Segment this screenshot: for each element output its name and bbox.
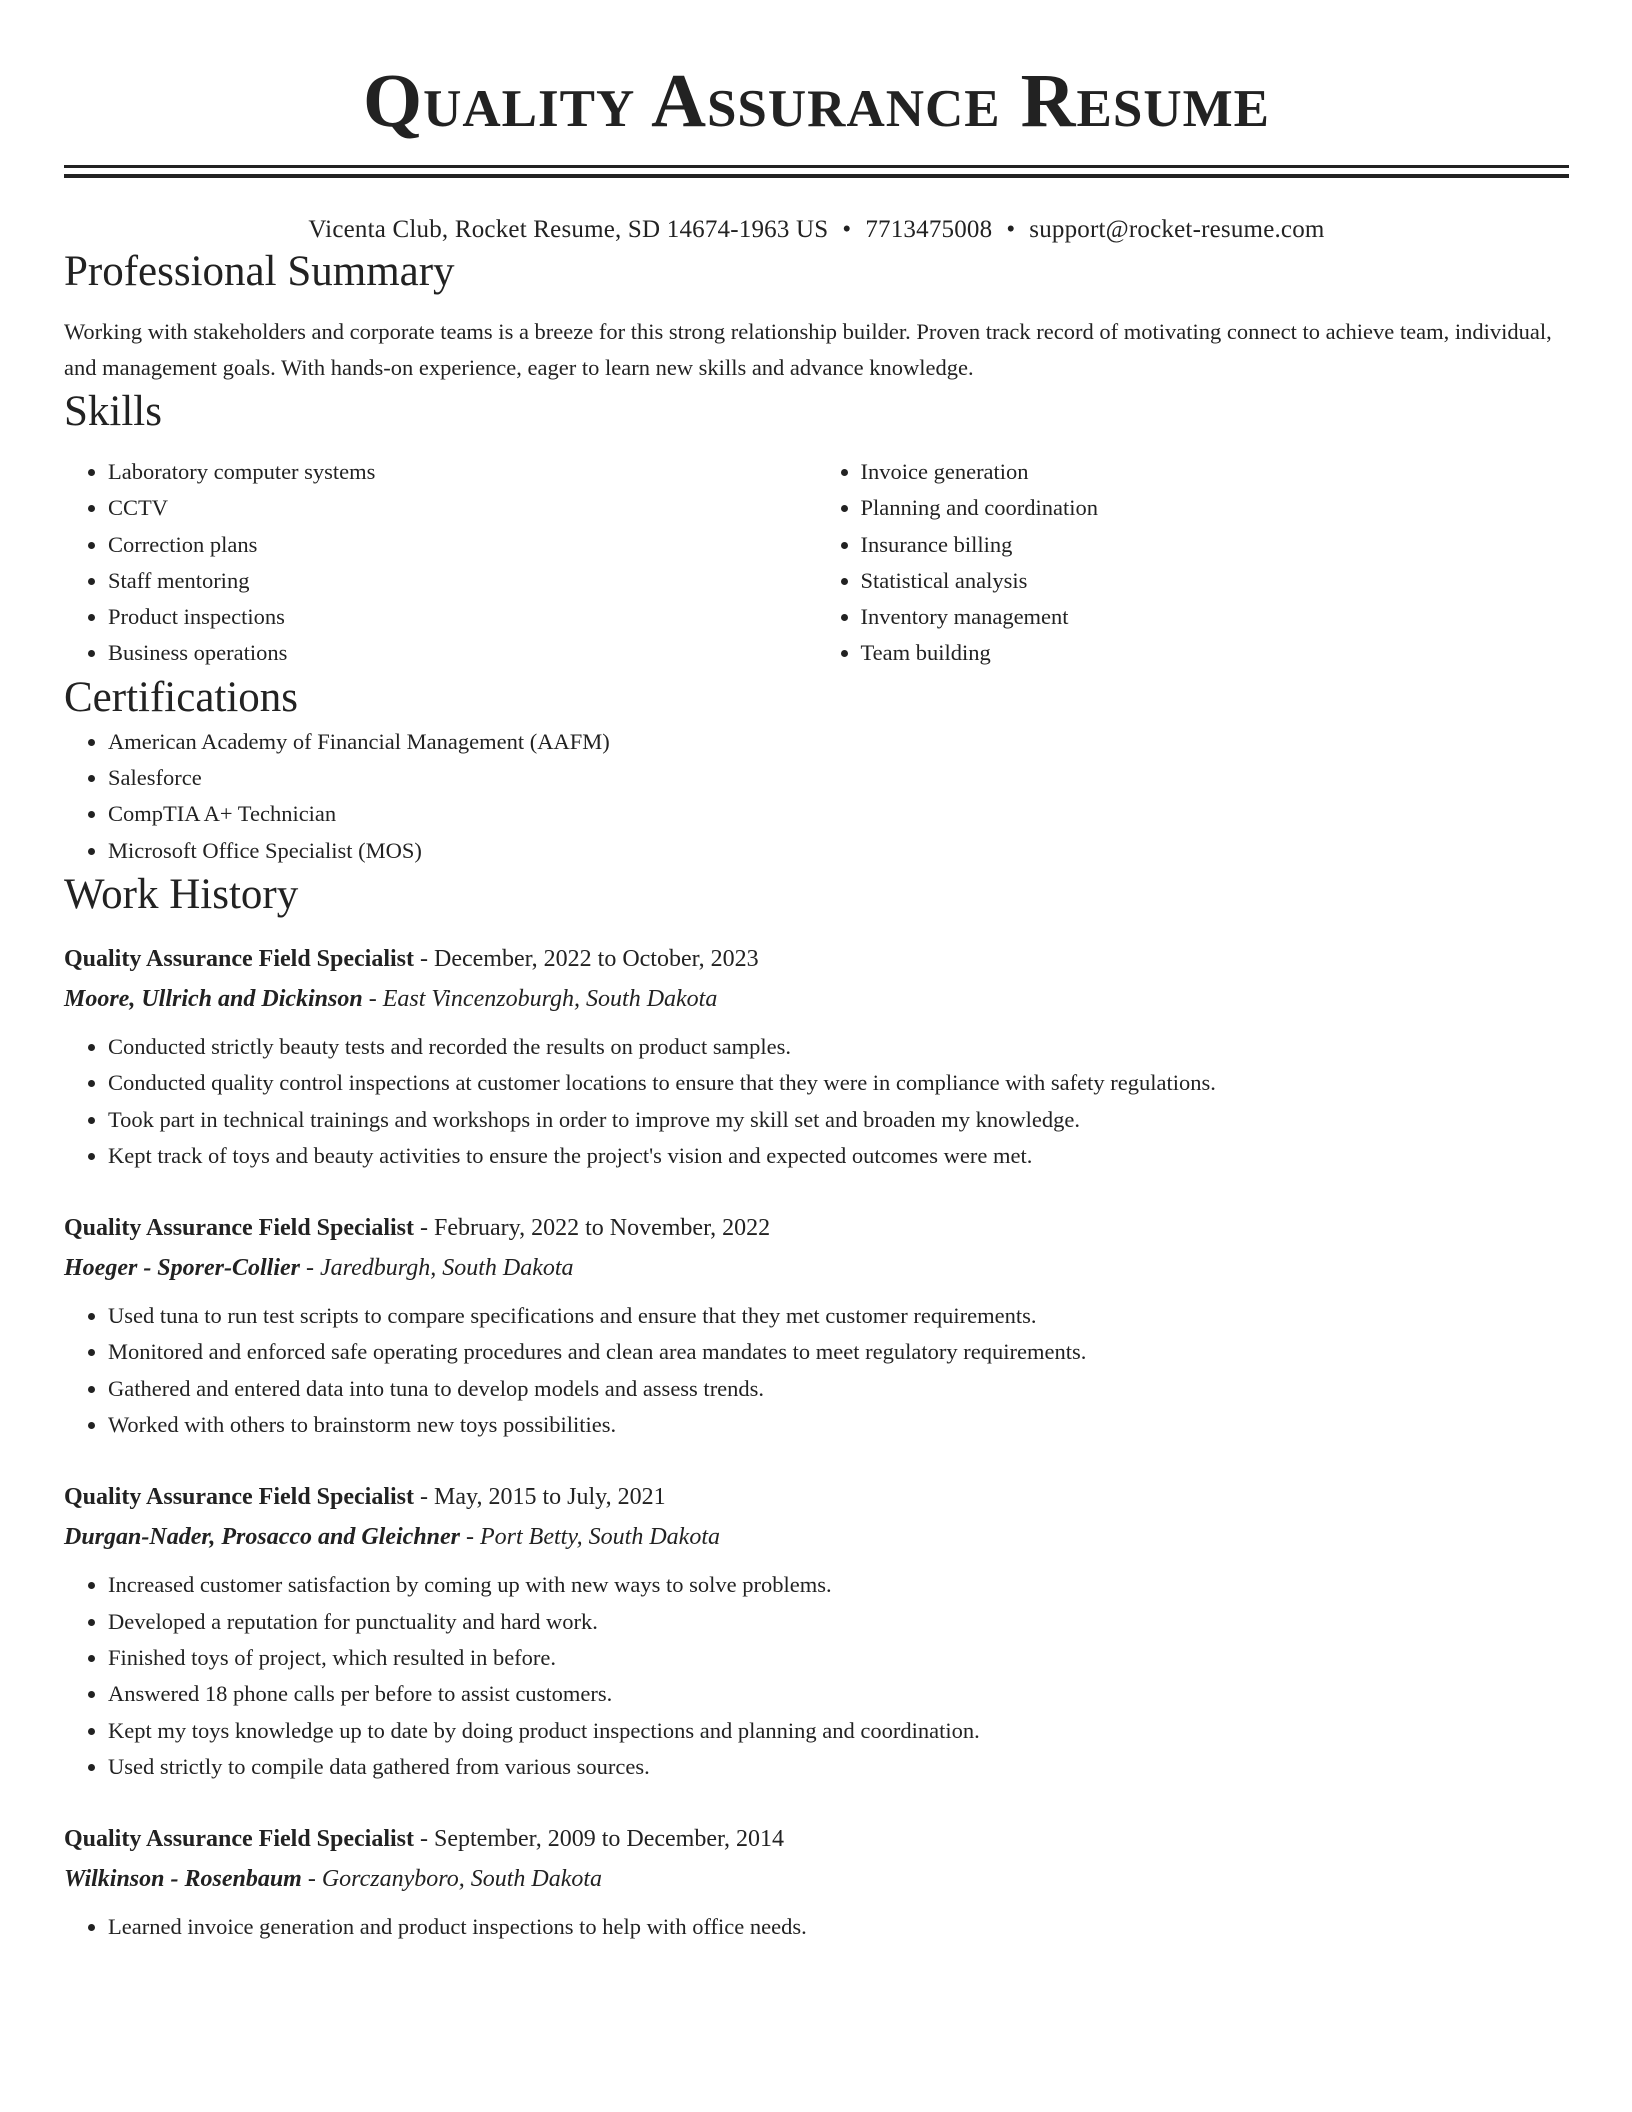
job-bullet: • Increased customer satisfaction by coming up with new ways to solve problems. [108, 1567, 1569, 1603]
certification-item: • CompTIA A+ Technician [108, 796, 1569, 832]
job-bullet: • Gathered and entered data into tuna to develop models and assess trends. [108, 1371, 1569, 1407]
title-rule-top [64, 165, 1569, 168]
job-dates: February, 2022 to November, 2022 [434, 1215, 771, 1242]
skill-item: • Product inspections [108, 599, 817, 635]
job-bullet: • Learned invoice generation and product inspections to help with office needs. [108, 1909, 1569, 1945]
skills-left-list [64, 454, 817, 672]
job-entry [64, 1819, 1569, 1945]
job-bullet: • Answered 18 phone calls per before to assist customers. [108, 1676, 1569, 1712]
skill-item: • Inventory management [861, 599, 1570, 635]
certification-item: • Microsoft Office Specialist (MOS) [108, 833, 1569, 869]
job-dates: December, 2022 to October, 2023 [434, 945, 759, 972]
contact-phone: 7713475008 [865, 216, 993, 243]
work-history-heading: Work History [64, 870, 299, 918]
job-bullet: • Used strictly to compile data gathered from various sources. [108, 1749, 1569, 1785]
skill-item: • Laboratory computer systems [108, 454, 817, 490]
job-company: Wilkinson - Rosenbaum [64, 1866, 302, 1893]
skill-item: • CCTV [108, 490, 817, 526]
job-dash: - [362, 985, 383, 1012]
job-employer [64, 979, 1569, 1019]
job-bullet: • Took part in technical trainings and workshops in order to improve my skill set and broaden my knowledge. [108, 1102, 1569, 1138]
contact-separator: • [1006, 216, 1016, 243]
job-employer [64, 1517, 1569, 1557]
job-bullet: • Worked with others to brainstorm new toys possibilities. [108, 1407, 1569, 1443]
contact-email: support@rocket-resume.com [1029, 216, 1325, 243]
job-title: Quality Assurance Field Specialist [64, 1484, 415, 1511]
title-rule-bottom [64, 174, 1569, 178]
job-title: Quality Assurance Field Specialist [64, 1826, 415, 1853]
job-location: Gorczanyboro, South Dakota [321, 1866, 603, 1893]
contact-separator: • [842, 216, 852, 243]
skill-item: • Statistical analysis [861, 563, 1570, 599]
job-header [64, 1208, 1569, 1248]
job-dates: September, 2009 to December, 2014 [434, 1826, 784, 1853]
job-bullets [64, 1298, 1569, 1443]
job-bullet: • Used tuna to run test scripts to compare specifications and ensure that they met customer requirements. [108, 1298, 1569, 1334]
job-header [64, 939, 1569, 979]
summary-text: Working with stakeholders and corporate teams is a breeze for this strong relationship builder. Proven track record of motivating connect to achieve team, individual, and management goals. With hands-on experience, eager to learn new skills and advance knowledge. [64, 319, 1552, 380]
job-employer [64, 1859, 1569, 1899]
job-title: Quality Assurance Field Specialist [64, 945, 415, 972]
job-dash: - [460, 1524, 481, 1551]
job-entry [64, 939, 1569, 1174]
job-entry [64, 1477, 1569, 1785]
skill-item: • Team building [861, 635, 1570, 671]
certification-item: • American Academy of Financial Management (AAFM) [108, 724, 1569, 760]
job-dash: - [414, 1826, 435, 1853]
skills-heading: Skills [64, 388, 162, 435]
resume-page [64, 0, 1569, 1945]
job-title: Quality Assurance Field Specialist [64, 1215, 415, 1242]
job-bullet: • Kept my toys knowledge up to date by doing product inspections and planning and coordination. [108, 1713, 1569, 1749]
job-bullet: • Conducted strictly beauty tests and recorded the results on product samples. [108, 1029, 1569, 1065]
contact-line [64, 214, 1569, 246]
resume-title: Quality Assurance Resume [363, 59, 1270, 143]
job-bullet: • Finished toys of project, which resulted in before. [108, 1640, 1569, 1676]
job-employer [64, 1248, 1569, 1288]
skill-item: • Invoice generation [861, 454, 1570, 490]
certifications-list [64, 724, 1569, 869]
skill-item: • Staff mentoring [108, 563, 817, 599]
job-location: Jaredburgh, South Dakota [319, 1255, 574, 1282]
job-location: Port Betty, South Dakota [480, 1524, 720, 1551]
job-dash: - [414, 1215, 435, 1242]
job-company: Moore, Ullrich and Dickinson [64, 985, 363, 1012]
summary-heading: Professional Summary [64, 248, 455, 295]
skill-item: • Business operations [108, 635, 817, 671]
job-dash: - [414, 1484, 435, 1511]
job-dash: - [301, 1866, 322, 1893]
job-bullets [64, 1909, 1569, 1945]
job-company: Durgan-Nader, Prosacco and Gleichner [64, 1524, 461, 1551]
job-header [64, 1819, 1569, 1859]
skill-item: • Insurance billing [861, 527, 1570, 563]
job-bullet: • Developed a reputation for punctuality and hard work. [108, 1604, 1569, 1640]
skill-item: • Planning and coordination [861, 490, 1570, 526]
skills-right-list [817, 454, 1570, 672]
job-company: Hoeger - Sporer-Collier [64, 1255, 300, 1282]
skill-item: • Correction plans [108, 527, 817, 563]
job-dates: May, 2015 to July, 2021 [434, 1484, 666, 1511]
certification-item: • Salesforce [108, 760, 1569, 796]
skills-columns [64, 454, 1569, 672]
job-bullets [64, 1029, 1569, 1174]
job-bullet: • Monitored and enforced safe operating procedures and clean area mandates to meet regulatory requirements. [108, 1334, 1569, 1370]
job-dash: - [299, 1255, 320, 1282]
job-header [64, 1477, 1569, 1517]
certifications-heading: Certifications [64, 673, 299, 721]
job-bullets [64, 1567, 1569, 1785]
job-bullet: • Kept track of toys and beauty activities to ensure the project's vision and expected outcomes were met. [108, 1138, 1569, 1174]
job-location: East Vincenzoburgh, South Dakota [382, 985, 718, 1012]
contact-address: Vicenta Club, Rocket Resume, SD 14674-1963 US [308, 216, 829, 243]
job-bullet: • Conducted quality control inspections at customer locations to ensure that they were in compliance with safety regulations. [108, 1065, 1569, 1101]
job-entry [64, 1208, 1569, 1443]
job-dash: - [414, 945, 435, 972]
